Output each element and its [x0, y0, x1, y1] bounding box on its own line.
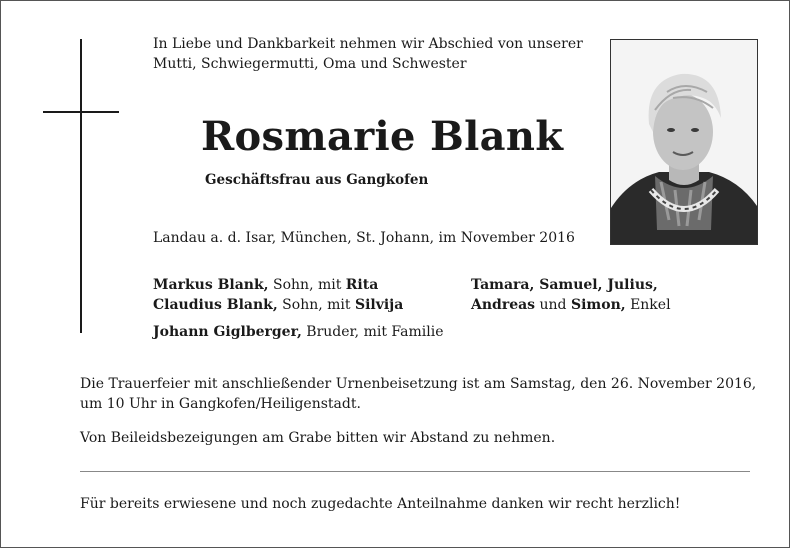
divider-line [80, 471, 750, 472]
intro-line-1: In Liebe und Dankbarkeit nehmen wir Abschied von unserer [153, 36, 583, 52]
family-relation: Bruder, mit Familie [301, 324, 444, 340]
ceremony-info [80, 374, 757, 414]
family-entry-johann [153, 322, 444, 342]
intro-line-2: Mutti, Schwiegermutti, Oma und Schwester [153, 56, 467, 72]
family-sons [153, 275, 403, 315]
portrait-photo [610, 39, 758, 245]
ceremony-line-2: um 10 Uhr in Gangkofen/Heiligenstadt. [80, 396, 361, 412]
condolence-note: Von Beileidsbezeigungen am Grabe bitten wir Abstand zu nehmen. [80, 430, 556, 446]
place-date: Landau a. d. Isar, München, St. Johann, im November 2016 [153, 230, 575, 246]
family-relation: Sohn, mit [268, 277, 346, 293]
family-name: Johann Giglberger, [153, 324, 302, 340]
family-partner: Rita [345, 277, 379, 293]
family-name: Claudius Blank, [153, 297, 278, 313]
family-name: Markus Blank, [153, 277, 269, 293]
cross-horizontal-bar [43, 111, 119, 113]
grandchildren-line-1: Tamara, Samuel, Julius, [471, 277, 658, 293]
family-relation: Sohn, mit [277, 297, 355, 313]
family-partner: Silvija [354, 297, 404, 313]
thanks-note: Für bereits erwiesene und noch zugedachte Anteilnahme danken wir recht herzlich! [80, 496, 681, 512]
deceased-occupation: Geschäftsfrau aus Gangkofen [205, 172, 429, 188]
portrait-illustration [611, 40, 757, 244]
grandchildren-line-2: Andreas und Simon, Enkel [471, 297, 671, 313]
family-entry-markus [153, 275, 403, 295]
ceremony-line-1: Die Trauerfeier mit anschließender Urnenbeisetzung ist am Samstag, den 26. November 2016, [80, 376, 757, 392]
family-entry-claudius [153, 295, 403, 315]
family-grandchildren [471, 275, 671, 315]
deceased-name: Rosmarie Blank [201, 113, 564, 160]
intro-text [153, 34, 583, 74]
cross-vertical-bar [80, 39, 82, 333]
